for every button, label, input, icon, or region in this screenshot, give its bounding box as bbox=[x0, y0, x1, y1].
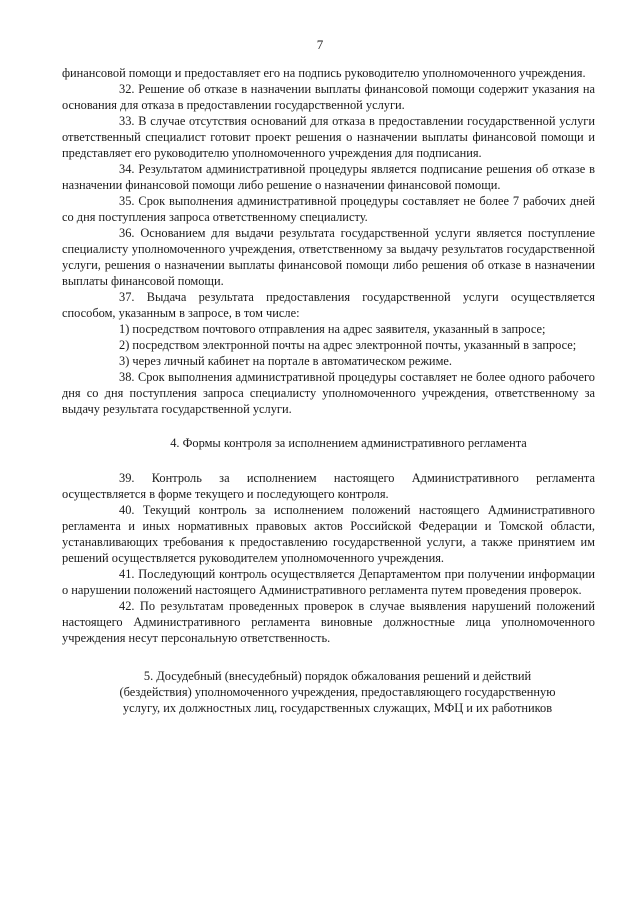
paragraph-32: 32. Решение об отказе в назначении выплаты финансовой помощи содержит указания на основания для отказа в предоставлении государственной услуги. bbox=[62, 82, 595, 112]
section-5-heading bbox=[62, 668, 595, 716]
list-item-3: 3) через личный кабинет на портале в автоматическом режиме. bbox=[119, 354, 453, 368]
paragraph-35: 35. Срок выполнения административной процедуры составляет не более 7 рабочих дней со дня поступления запроса ответственному специалисту. bbox=[62, 194, 595, 224]
section-4-heading: 4. Формы контроля за исполнением административного регламента bbox=[170, 436, 527, 450]
paragraph-42: 42. По результатам проведенных проверок в случае выявления нарушений положений настоящего Административного регламента виновные должностные лица уполномоченного учреждения несут персональную ответственность. bbox=[62, 599, 595, 645]
document-body bbox=[62, 65, 595, 716]
paragraph-33: 33. В случае отсутствия оснований для отказа в предоставлении государственной услуги ответственный специалист готовит проект решения о назначении выплаты финансовой помощи и представляет его руководителю уполномоченного учреждения для подписания. bbox=[62, 114, 595, 160]
paragraph-34: 34. Результатом административной процедуры является подписание решения об отказе в назначении финансовой помощи либо решение о назначении финансовой помощи. bbox=[62, 162, 595, 192]
paragraph-38: 38. Срок выполнения административной процедуры составляет не более одного рабочего дня со дня поступления запроса специалисту уполномоченного учреждения, ответственному за выдачу результата государственной услуги. bbox=[62, 370, 595, 416]
paragraph-39: 39. Контроль за исполнением настоящего Административного регламента осуществляется в форме текущего и последующего контроля. bbox=[62, 471, 595, 501]
list-item-2: 2) посредством электронной почты на адрес электронной почты, указанный в запросе; bbox=[119, 338, 577, 352]
paragraph-36: 36. Основанием для выдачи результата государственной услуги является поступление специалисту уполномоченного учреждения, ответственному за выдачу результатов государственной услуги, решения о назначении выплаты финансовой помощи либо решения об отказе в назначении выплаты финансовой помощи. bbox=[62, 226, 595, 288]
section-5-heading-line: (бездействия) уполномоченного учреждения, предоставляющего государственную bbox=[119, 685, 556, 699]
section-5-heading-line: услугу, их должностных лиц, государственных служащих, МФЦ и их работников bbox=[122, 701, 553, 715]
paragraph-40: 40. Текущий контроль за исполнением положений настоящего Административного регламента и иных нормативных правовых актов Российской Федерации и Томской области, устанавливающих требования к предоставлению государственной услуги, а также принятием им решений осуществляется руководителем уполномоченного учреждения. bbox=[62, 503, 595, 565]
paragraph-37: 37. Выдача результата предоставления государственной услуги осуществляется способом, указанным в запросе, в том числе: bbox=[62, 290, 595, 320]
list-item-1: 1) посредством почтового отправления на адрес заявителя, указанный в запросе; bbox=[119, 322, 546, 336]
paragraph-continuation: финансовой помощи и предоставляет его на подпись руководителю уполномоченного учреждения. bbox=[62, 66, 586, 80]
section-5-heading-line: 5. Досудебный (внесудебный) порядок обжалования решений и действий bbox=[143, 669, 532, 683]
paragraph-41: 41. Последующий контроль осуществляется Департаментом при получении информации о нарушении положений настоящего Административного регламента путем проведения проверок. bbox=[62, 567, 595, 597]
page-number: 7 bbox=[316, 37, 324, 52]
